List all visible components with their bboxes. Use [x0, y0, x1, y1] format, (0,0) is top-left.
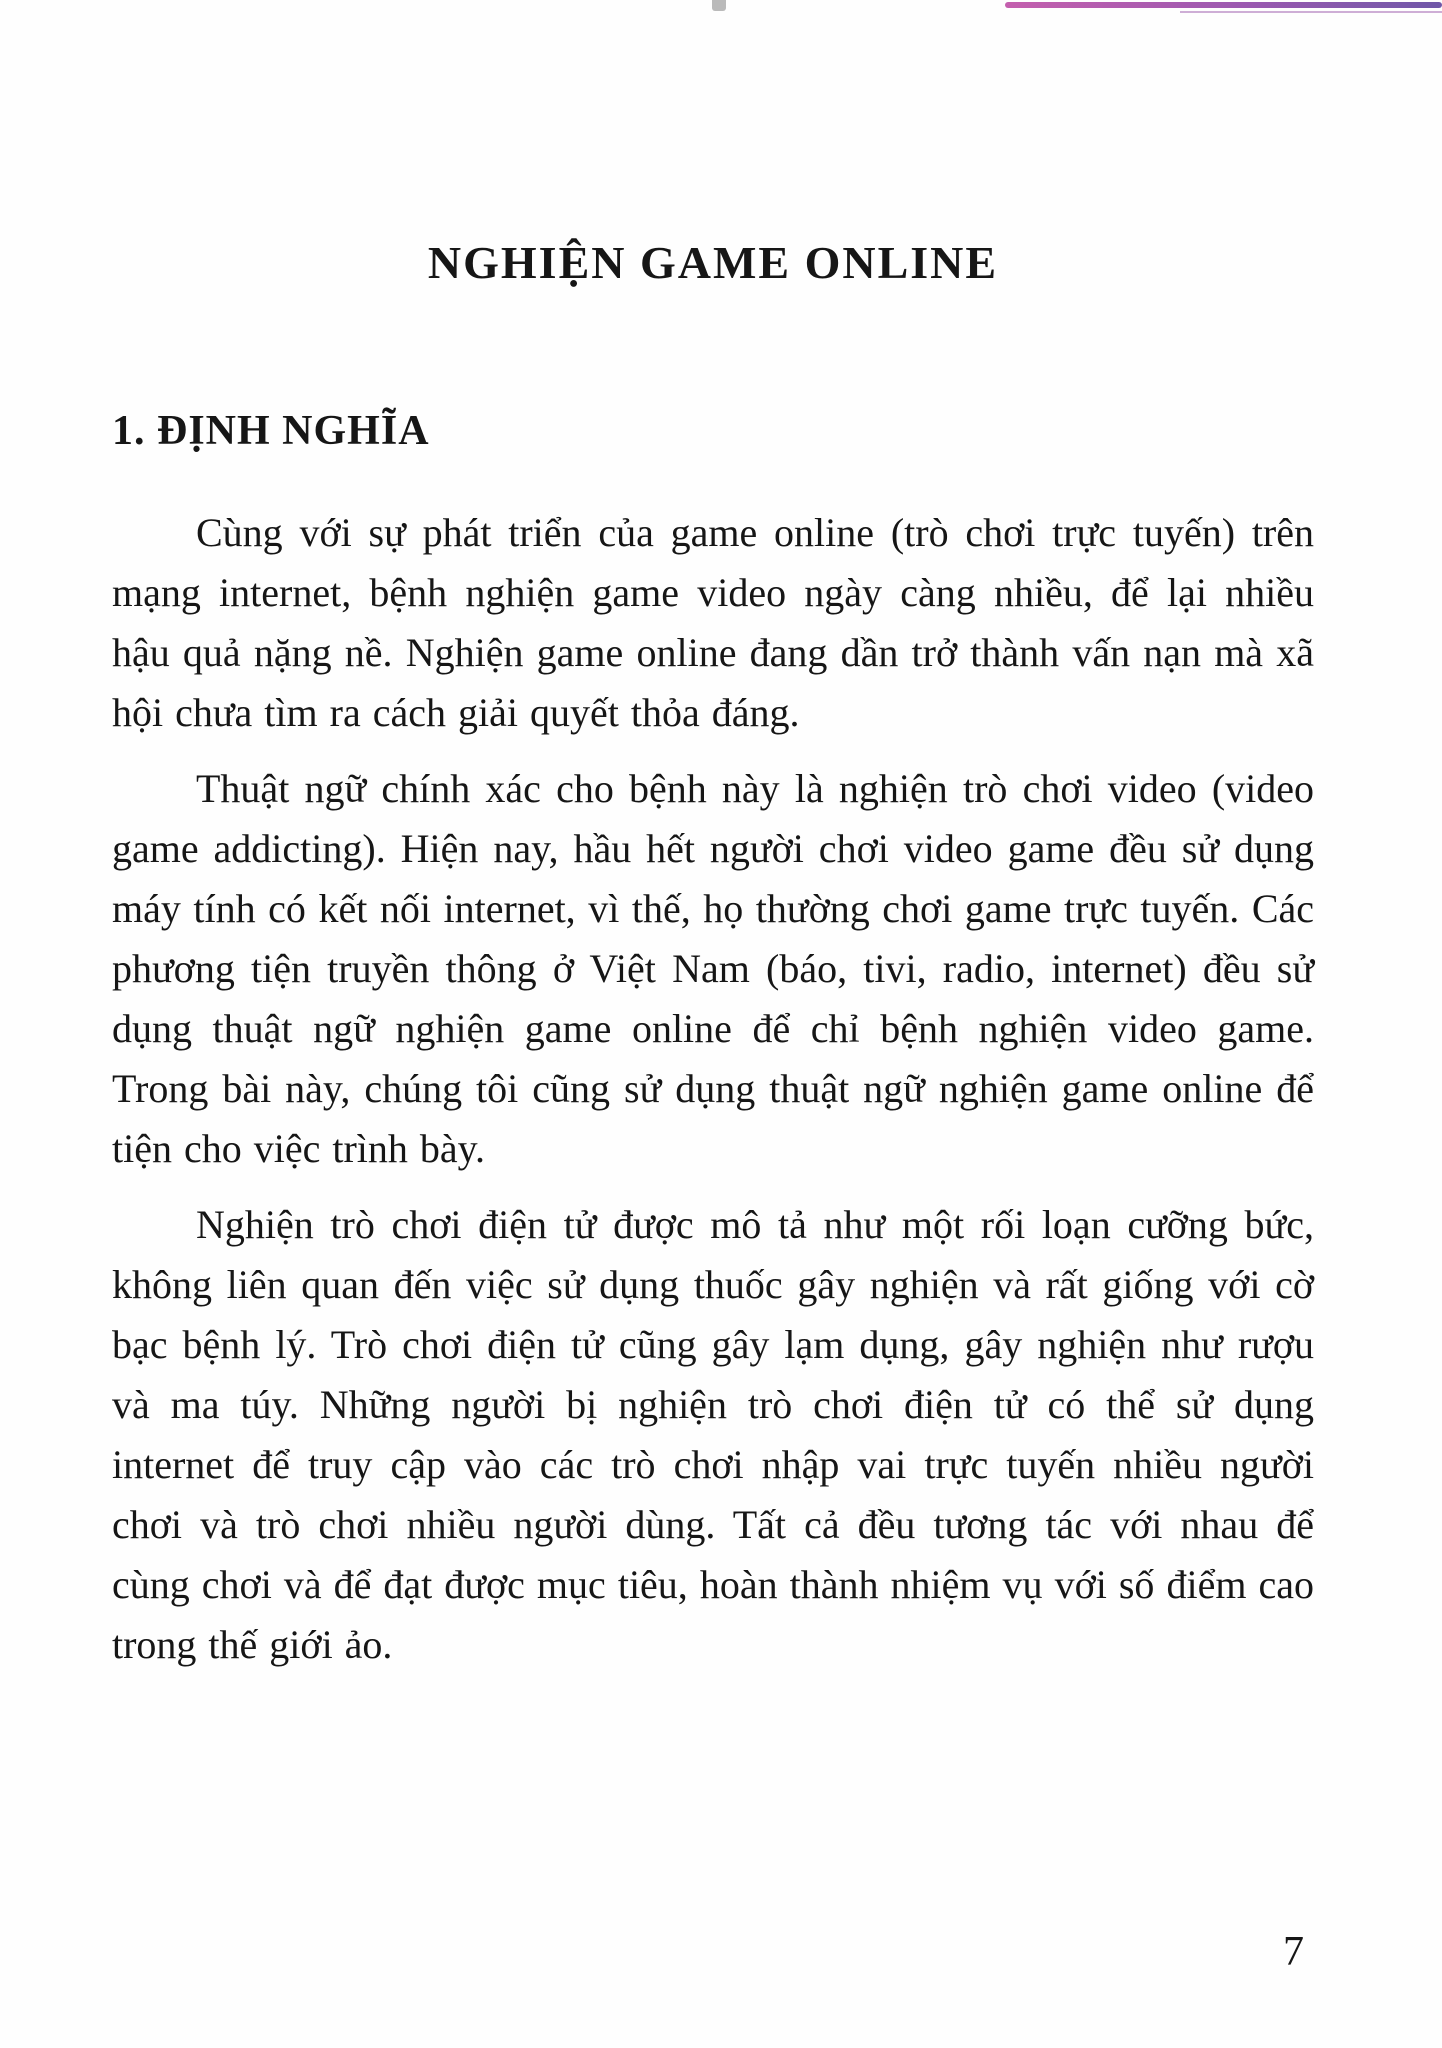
page-content [112, 0, 1314, 1691]
page-title: NGHIỆN GAME ONLINE [427, 237, 999, 288]
paragraph-2: Thuật ngữ chính xác cho bệnh này là nghiện trò chơi video (video game addicting). Hiện nay, hầu hết người chơi video game đều sử dụng máy tính có kết nối internet, vì thế, họ thường chơi game trực tuyến. Các phương tiện truyền thông ở Việt Nam (báo, tivi, radio, internet) đều sử dụng thuật ngữ nghiện game online để chỉ bệnh nghiện video game. Trong bài này, chúng tôi cũng sử dụng thuật ngữ nghiện game online để tiện cho việc trình bày. [112, 765, 1314, 1171]
paragraph-1: Cùng với sự phát triển của game online (trò chơi trực tuyến) trên mạng internet, bệnh nghiện game video ngày càng nhiều, để lại nhiều hậu quả nặng nề. Nghiện game online đang dần trở thành vấn nạn mà xã hội chưa tìm ra cách giải quyết thỏa đáng. [112, 509, 1314, 735]
body-text [112, 503, 1314, 1675]
paragraph-3: Nghiện trò chơi điện tử được mô tả như một rối loạn cưỡng bức, không liên quan đến việc sử dụng thuốc gây nghiện và rất giống với cờ bạc bệnh lý. Trò chơi điện tử cũng gây lạm dụng, gây nghiện như rượu và ma túy. Những người bị nghiện trò chơi điện tử có thể sử dụng internet để truy cập vào các trò chơi nhập vai trực tuyến nhiều người chơi và trò chơi nhiều người dùng. Tất cả đều tương tác với nhau để cùng chơi và để đạt được mục tiêu, hoàn thành nhiệm vụ với số điểm cao trong thế giới ảo. [112, 1201, 1314, 1667]
page-number: 7 [1283, 1929, 1304, 1975]
section-heading-dinh-nghia: 1. ĐỊNH NGHĨA [112, 407, 430, 454]
